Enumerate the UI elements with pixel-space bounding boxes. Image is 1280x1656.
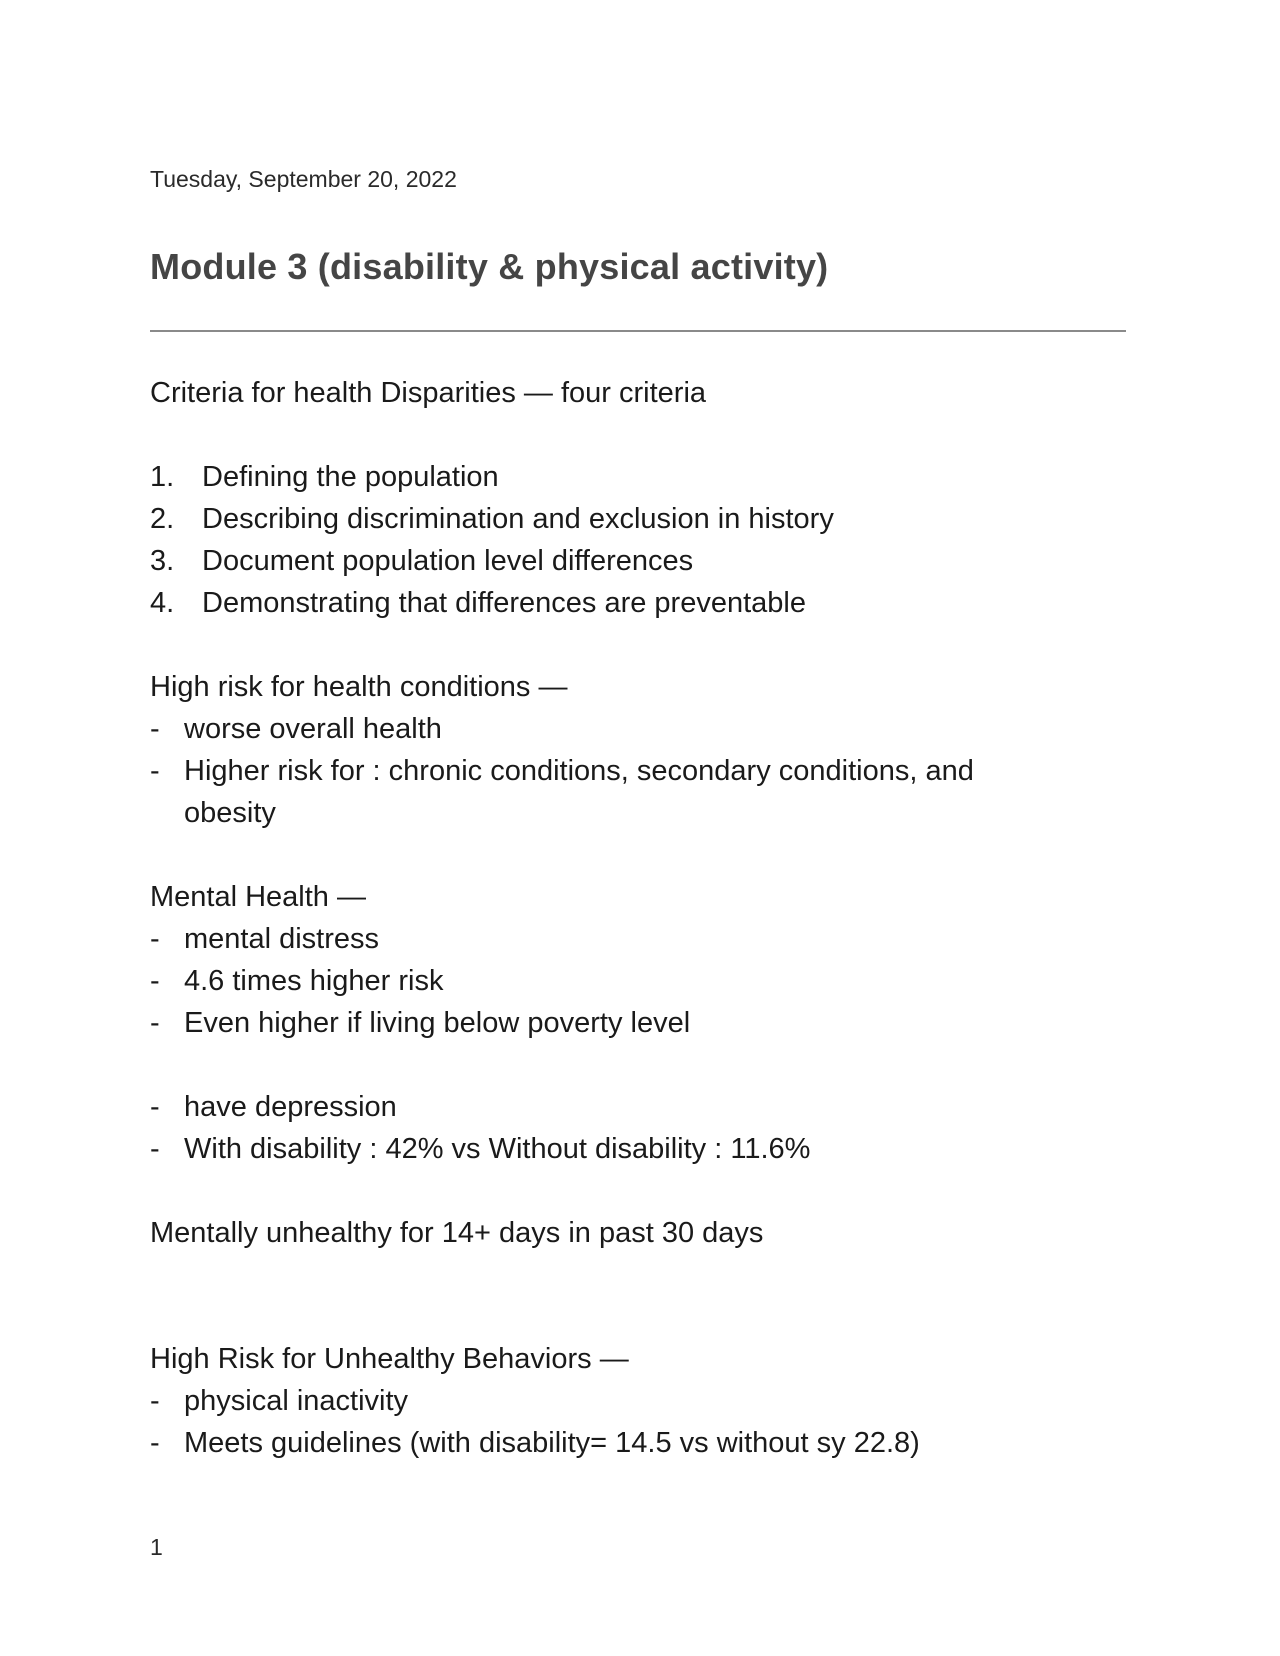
list-item-text: Document population level differences (202, 545, 694, 577)
list-item-text: worse overall health (184, 713, 442, 745)
list-item-text: mental distress (184, 923, 380, 955)
list-item (150, 1422, 920, 1464)
page-number: 1 (150, 1534, 163, 1560)
list-marker: 1. (150, 461, 175, 493)
list-marker: 2. (150, 503, 175, 535)
list-item-text: Higher risk for : chronic conditions, secondary conditions, and obesity (184, 755, 974, 829)
mental-health-note: Mentally unhealthy for 14+ days in past 30 days (150, 1217, 764, 1249)
list-marker: 3. (150, 545, 175, 577)
list-marker: - (150, 713, 160, 745)
list-item (150, 708, 442, 750)
list-item-text: physical inactivity (184, 1385, 409, 1417)
note-date: Tuesday, September 20, 2022 (150, 166, 457, 192)
high-risk-heading: High risk for health conditions — (150, 671, 568, 703)
list-item (150, 1002, 690, 1044)
list-item (150, 1128, 810, 1170)
behaviors-heading: High Risk for Unhealthy Behaviors — (150, 1343, 629, 1375)
list-marker: - (150, 1133, 160, 1165)
list-item-text: have depression (184, 1091, 397, 1123)
criteria-heading: Criteria for health Disparities — four criteria (150, 377, 707, 409)
list-marker: - (150, 1007, 160, 1039)
list-item (150, 960, 444, 1002)
list-marker: - (150, 1385, 160, 1417)
list-item-text: Defining the population (202, 461, 499, 493)
list-marker: - (150, 965, 160, 997)
list-marker: 4. (150, 587, 175, 619)
list-item-text: 4.6 times higher risk (184, 965, 444, 997)
list-item (150, 582, 806, 624)
list-marker: - (150, 1427, 160, 1459)
list-item-text: Even higher if living below poverty level (184, 1007, 691, 1039)
list-item (150, 498, 834, 540)
list-item (150, 1380, 408, 1422)
title-divider (150, 330, 1126, 332)
list-item (150, 1086, 397, 1128)
list-marker: - (150, 1091, 160, 1123)
list-item-text: With disability : 42% vs Without disability : 11.6% (184, 1133, 811, 1165)
list-marker: - (150, 923, 160, 955)
page-title: Module 3 (disability & physical activity) (150, 246, 829, 287)
list-marker: - (150, 755, 160, 787)
list-item-text: Demonstrating that differences are preventable (202, 587, 806, 619)
list-item-text: Meets guidelines (with disability= 14.5 vs without sy 22.8) (184, 1427, 920, 1459)
mental-health-heading: Mental Health — (150, 881, 366, 913)
list-item-text: Describing discrimination and exclusion in history (202, 503, 834, 535)
list-item (150, 456, 499, 498)
list-item (150, 540, 693, 582)
list-item (150, 918, 379, 960)
list-item (150, 750, 1050, 834)
